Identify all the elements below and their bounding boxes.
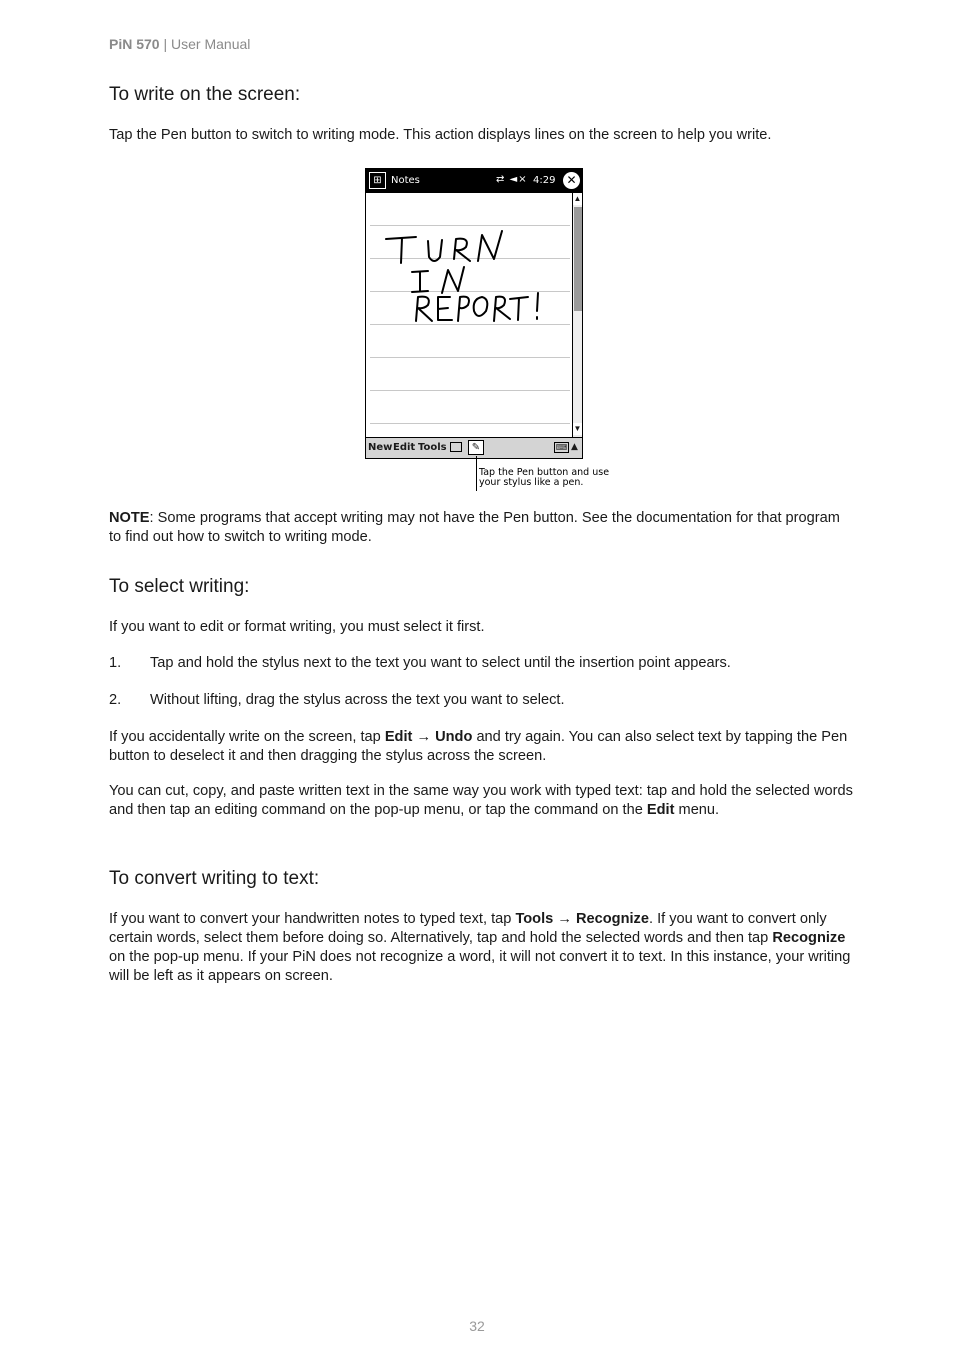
windows-start-icon: ⊞ <box>369 172 386 189</box>
arrow-glyph: → <box>412 729 436 745</box>
page-number: 32 <box>469 1318 485 1334</box>
undo-command: Undo <box>435 729 473 745</box>
page-header <box>109 36 250 52</box>
step-text: Tap and hold the stylus next to the text you want to select until the insertion point appears. <box>150 655 731 671</box>
callout-leader-line <box>476 456 477 491</box>
writing-canvas <box>366 193 572 437</box>
tools-command: Tools <box>515 911 554 927</box>
input-panel-arrow-icon[interactable]: ▲ <box>571 442 578 452</box>
convert-paragraph <box>109 910 854 986</box>
heading-write-on-screen: To write on the screen: <box>109 84 301 105</box>
note-label: NOTE <box>109 510 150 526</box>
arrow-glyph: → <box>553 911 576 927</box>
manual-title: User Manual <box>171 36 251 52</box>
product-name: PiN 570 <box>109 36 160 52</box>
pen-button-icon[interactable]: ✎ <box>468 440 484 455</box>
notes-screenshot <box>365 168 583 459</box>
recognize-command: Recognize <box>772 930 846 946</box>
step-text: Without lifting, drag the stylus across the text you want to select. <box>150 692 565 708</box>
close-icon: ✕ <box>563 172 580 189</box>
note-text: : Some programs that accept writing may not have the Pen button. See the documentation for that program to find out how to switch to writing mode. <box>109 510 840 545</box>
intro-write-on-screen: Tap the Pen button to switch to writing mode. This action displays lines on the screen to help you write. <box>109 127 772 143</box>
pda-title-bar <box>366 169 582 193</box>
scroll-down-icon[interactable]: ▼ <box>573 424 582 433</box>
pen-button-callout: Tap the Pen button and use your stylus like a pen. <box>479 467 610 488</box>
step-number: 1. <box>109 655 122 671</box>
heading-convert-writing: To convert writing to text: <box>109 868 320 889</box>
keyboard-icon[interactable]: ⌨ <box>555 443 568 452</box>
cut-copy-paragraph <box>109 782 854 820</box>
text-run: . If you want to convert only certain words, select them before doing so. Alternatively, tap and hold the selected words and then tap <box>109 911 827 946</box>
menu-edit[interactable]: Edit <box>393 442 416 453</box>
note-paragraph <box>109 509 854 547</box>
step-number: 2. <box>109 692 122 708</box>
text-run: You can cut, copy, and paste written text in the same way you work with typed text: tap and hold the selected words and then tap an editing command on the pop-up menu, or tap the command on the <box>109 783 853 818</box>
pda-menu-bar <box>366 437 582 458</box>
status-icons: ⇄ ◄× <box>496 174 528 185</box>
edit-command: Edit <box>384 729 413 745</box>
recognizer-icon[interactable] <box>450 442 462 452</box>
scroll-up-icon[interactable]: ▲ <box>573 194 582 203</box>
pda-clock: 4:29 <box>533 175 556 186</box>
heading-select-writing: To select writing: <box>109 576 250 597</box>
text-run: and try again. You can also select text by tapping the Pen button to deselect it and then dragging the stylus across the screen. <box>109 729 848 764</box>
text-run: If you accidentally write on the screen, tap <box>109 729 385 745</box>
intro-select-writing: If you want to edit or format writing, you must select it first. <box>109 619 485 635</box>
menu-tools[interactable]: Tools <box>418 442 447 453</box>
text-run: menu. <box>674 802 720 818</box>
text-run: on the pop-up menu. If your PiN does not recognize a word, it will not convert it to text. In this instance, your writing will be left as it appears on screen. <box>109 949 851 984</box>
edit-command: Edit <box>646 802 675 818</box>
recognize-command: Recognize <box>575 911 649 927</box>
undo-paragraph <box>109 728 854 766</box>
text-run: If you want to convert your handwritten notes to typed text, tap <box>109 911 516 927</box>
scroll-thumb[interactable] <box>574 207 582 311</box>
handwriting-drawing <box>366 193 572 437</box>
menu-new[interactable]: New <box>368 442 393 453</box>
header-separator: | <box>159 36 172 52</box>
vertical-scrollbar[interactable] <box>572 193 582 437</box>
pda-app-title: Notes <box>391 175 420 186</box>
